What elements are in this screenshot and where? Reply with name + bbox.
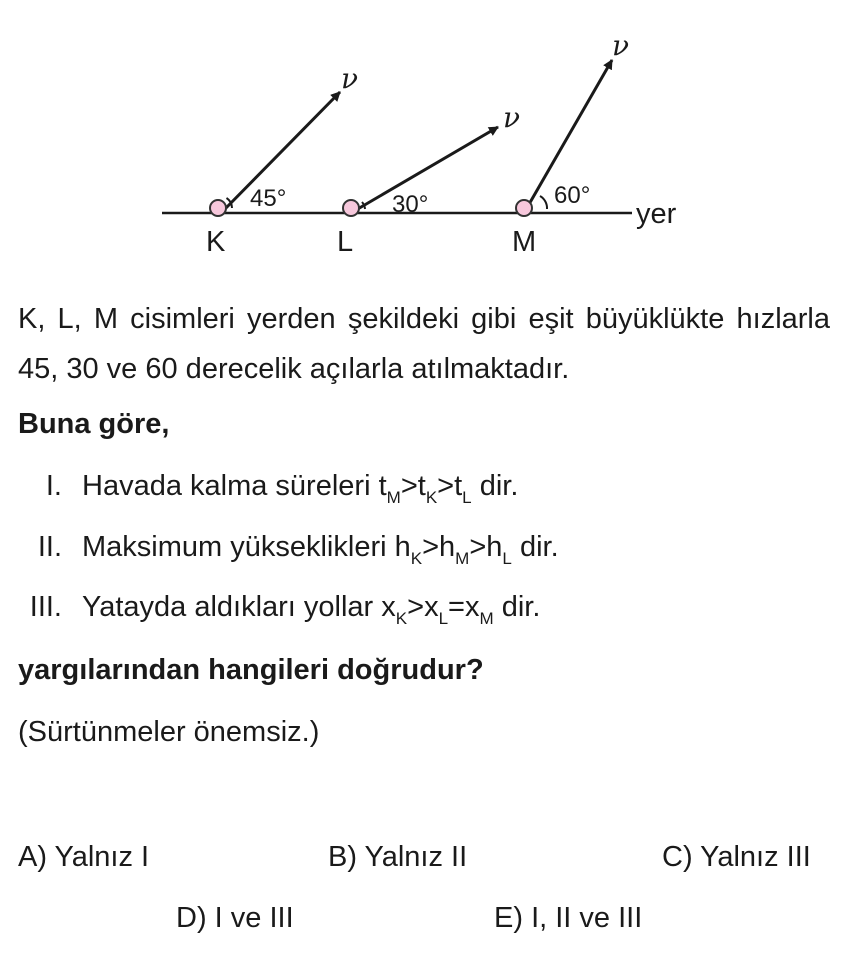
angle-label-l: 30° (392, 191, 429, 218)
expression-subscript: K (425, 488, 438, 507)
velocity-label-l: ν (503, 101, 521, 134)
expression-subscript: L (438, 609, 449, 628)
choice-letter: A) (18, 841, 47, 873)
expression-operator: > (469, 531, 487, 563)
angle-label-m: 60° (554, 182, 591, 209)
question-ask: yargılarından hangileri doğrudur? (18, 654, 484, 686)
question-lead: Buna göre, (18, 408, 170, 440)
body-k (210, 200, 226, 216)
choice-letter: D) (176, 902, 207, 934)
body-l (343, 200, 359, 216)
choice-b[interactable] (328, 840, 467, 874)
statement-expression (381, 591, 494, 628)
choice-text: Yalnız II (364, 841, 468, 873)
statement-numeral: II. (37, 531, 62, 563)
choice-text: I, II ve III (531, 902, 643, 934)
expression-subscript: K (395, 609, 408, 628)
expression-operator: > (400, 470, 418, 502)
statement-suffix: dir. (501, 591, 541, 623)
expression-variable: t (454, 470, 463, 502)
expression-subscript: L (502, 549, 512, 568)
expression-variable: h (394, 531, 411, 563)
expression-subscript: M (479, 609, 494, 628)
expression-operator: > (422, 531, 440, 563)
expression-variable: x (381, 591, 396, 623)
body-label-k: K (206, 226, 226, 258)
statement-3 (0, 590, 541, 628)
choice-text: I ve III (214, 902, 294, 934)
velocity-label-m: ν (612, 29, 630, 62)
statement-suffix: dir. (519, 531, 559, 563)
expression-operator: = (448, 591, 465, 623)
body-label-m: M (512, 226, 537, 258)
ground-label: yer (636, 198, 677, 230)
choice-a[interactable] (18, 840, 149, 874)
expression-operator: > (437, 470, 455, 502)
expression-variable: h (486, 531, 503, 563)
statement-text: Havada kalma süreleri (82, 470, 371, 502)
choice-c[interactable] (662, 840, 811, 874)
choice-letter: B) (328, 841, 357, 873)
question-note: (Sürtünmeler önemsiz.) (18, 716, 320, 748)
choice-text: Yalnız I (54, 841, 150, 873)
statement-text: Yatayda aldıkları yollar (82, 591, 374, 623)
expression-variable: x (424, 591, 439, 623)
statement-expression (378, 470, 472, 507)
statement-1 (0, 469, 519, 507)
choice-text: Yalnız III (700, 841, 811, 873)
expression-subscript: M (455, 549, 470, 568)
expression-operator: > (407, 591, 425, 623)
expression-variable: x (464, 591, 480, 623)
expression-variable: t (417, 470, 426, 502)
expression-variable: t (378, 470, 387, 502)
statement-numeral: I. (45, 470, 62, 502)
statement-2 (0, 530, 559, 568)
velocity-label-k: ν (341, 62, 359, 95)
projectile-figure (0, 0, 862, 275)
statement-numeral: III. (29, 591, 62, 623)
expression-subscript: K (410, 549, 423, 568)
statement-suffix: dir. (479, 470, 519, 502)
angle-arc-m (540, 196, 547, 209)
choice-letter: C) (662, 841, 693, 873)
statement-expression (394, 531, 512, 568)
question-intro: K, L, M cisimleri yerden şekildeki gibi eşit büyüklükte hızlarla 45, 30 ve 60 derecelik açılarla atılmaktadır. (18, 303, 830, 385)
expression-variable: h (439, 531, 456, 563)
choice-letter: E) (494, 902, 523, 934)
choice-e[interactable] (494, 901, 642, 935)
expression-subscript: L (462, 488, 472, 507)
angle-label-k: 45° (250, 185, 287, 212)
body-m (516, 200, 532, 216)
expression-subscript: M (386, 488, 401, 507)
body-label-l: L (337, 226, 354, 258)
statement-text: Maksimum yükseklikleri (82, 531, 387, 563)
choice-d[interactable] (176, 901, 294, 935)
